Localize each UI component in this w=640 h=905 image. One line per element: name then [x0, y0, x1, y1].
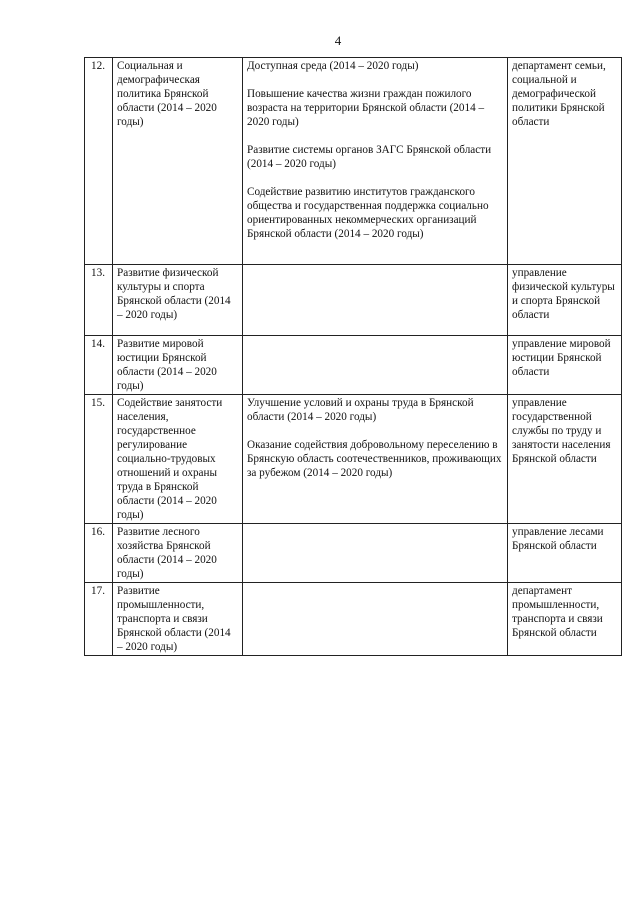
subprogram-item: Развитие системы органов ЗАГС Брянской области (2014 – 2020 годы)	[247, 144, 492, 170]
table-row	[85, 524, 622, 583]
subprograms-cell	[243, 395, 508, 524]
table-row	[85, 336, 622, 395]
row-number: 13.	[85, 265, 113, 336]
row-number: 16.	[85, 524, 113, 583]
subprograms-cell	[243, 583, 508, 656]
program-name: Содействие занятости населения, государственное регулирование социально-трудовых отношений и охраны труда в Брянской области (2014 – 2020 годы)	[113, 395, 243, 524]
table-row	[85, 58, 622, 265]
subprogram-item: Улучшение условий и охраны труда в Брянской области (2014 – 2020 годы)	[247, 397, 474, 423]
subprograms-cell	[243, 58, 508, 265]
program-name: Развитие лесного хозяйства Брянской области (2014 – 2020 годы)	[113, 524, 243, 583]
subprograms-cell	[243, 524, 508, 583]
responsible-cell: управление государственной службы по труду и занятости населения Брянской области	[508, 395, 622, 524]
programs-table	[84, 57, 622, 656]
responsible-cell: управление мировой юстиции Брянской области	[508, 336, 622, 395]
row-number: 15.	[85, 395, 113, 524]
row-number: 12.	[85, 58, 113, 265]
subprogram-item: Повышение качества жизни граждан пожилого возраста на территории Брянской области (2014 – 2020 годы)	[247, 88, 485, 128]
responsible-cell: департамент промышленности, транспорта и связи Брянской области	[508, 583, 622, 656]
responsible-cell: управление физической культуры и спорта Брянской области	[508, 265, 622, 336]
responsible-cell: управление лесами Брянской области	[508, 524, 622, 583]
program-name: Социальная и демографическая политика Брянской области (2014 – 2020 годы)	[113, 58, 243, 265]
row-number: 14.	[85, 336, 113, 395]
subprogram-item: Содействие развитию институтов гражданского общества и государственная поддержка социально ориентированных некоммерческих организаций Брянской области (2014 – 2020 годы)	[247, 186, 489, 240]
table-row	[85, 265, 622, 336]
page-number: 4	[334, 33, 342, 48]
program-name: Развитие мировой юстиции Брянской области (2014 – 2020 годы)	[113, 336, 243, 395]
responsible-cell: департамент семьи, социальной и демографической политики Брянской области	[508, 58, 622, 265]
subprogram-item: Оказание содействия добровольному переселению в Брянскую область соотечественников, проживающих за рубежом (2014 – 2020 годы)	[247, 439, 502, 479]
subprograms-cell	[243, 336, 508, 395]
subprograms-cell	[243, 265, 508, 336]
program-name: Развитие физической культуры и спорта Брянской области (2014 – 2020 годы)	[113, 265, 243, 336]
subprogram-item: Доступная среда (2014 – 2020 годы)	[247, 60, 419, 72]
table-row	[85, 583, 622, 656]
table-row	[85, 395, 622, 524]
program-name: Развитие промышленности, транспорта и связи Брянской области (2014 – 2020 годы)	[113, 583, 243, 656]
row-number: 17.	[85, 583, 113, 656]
